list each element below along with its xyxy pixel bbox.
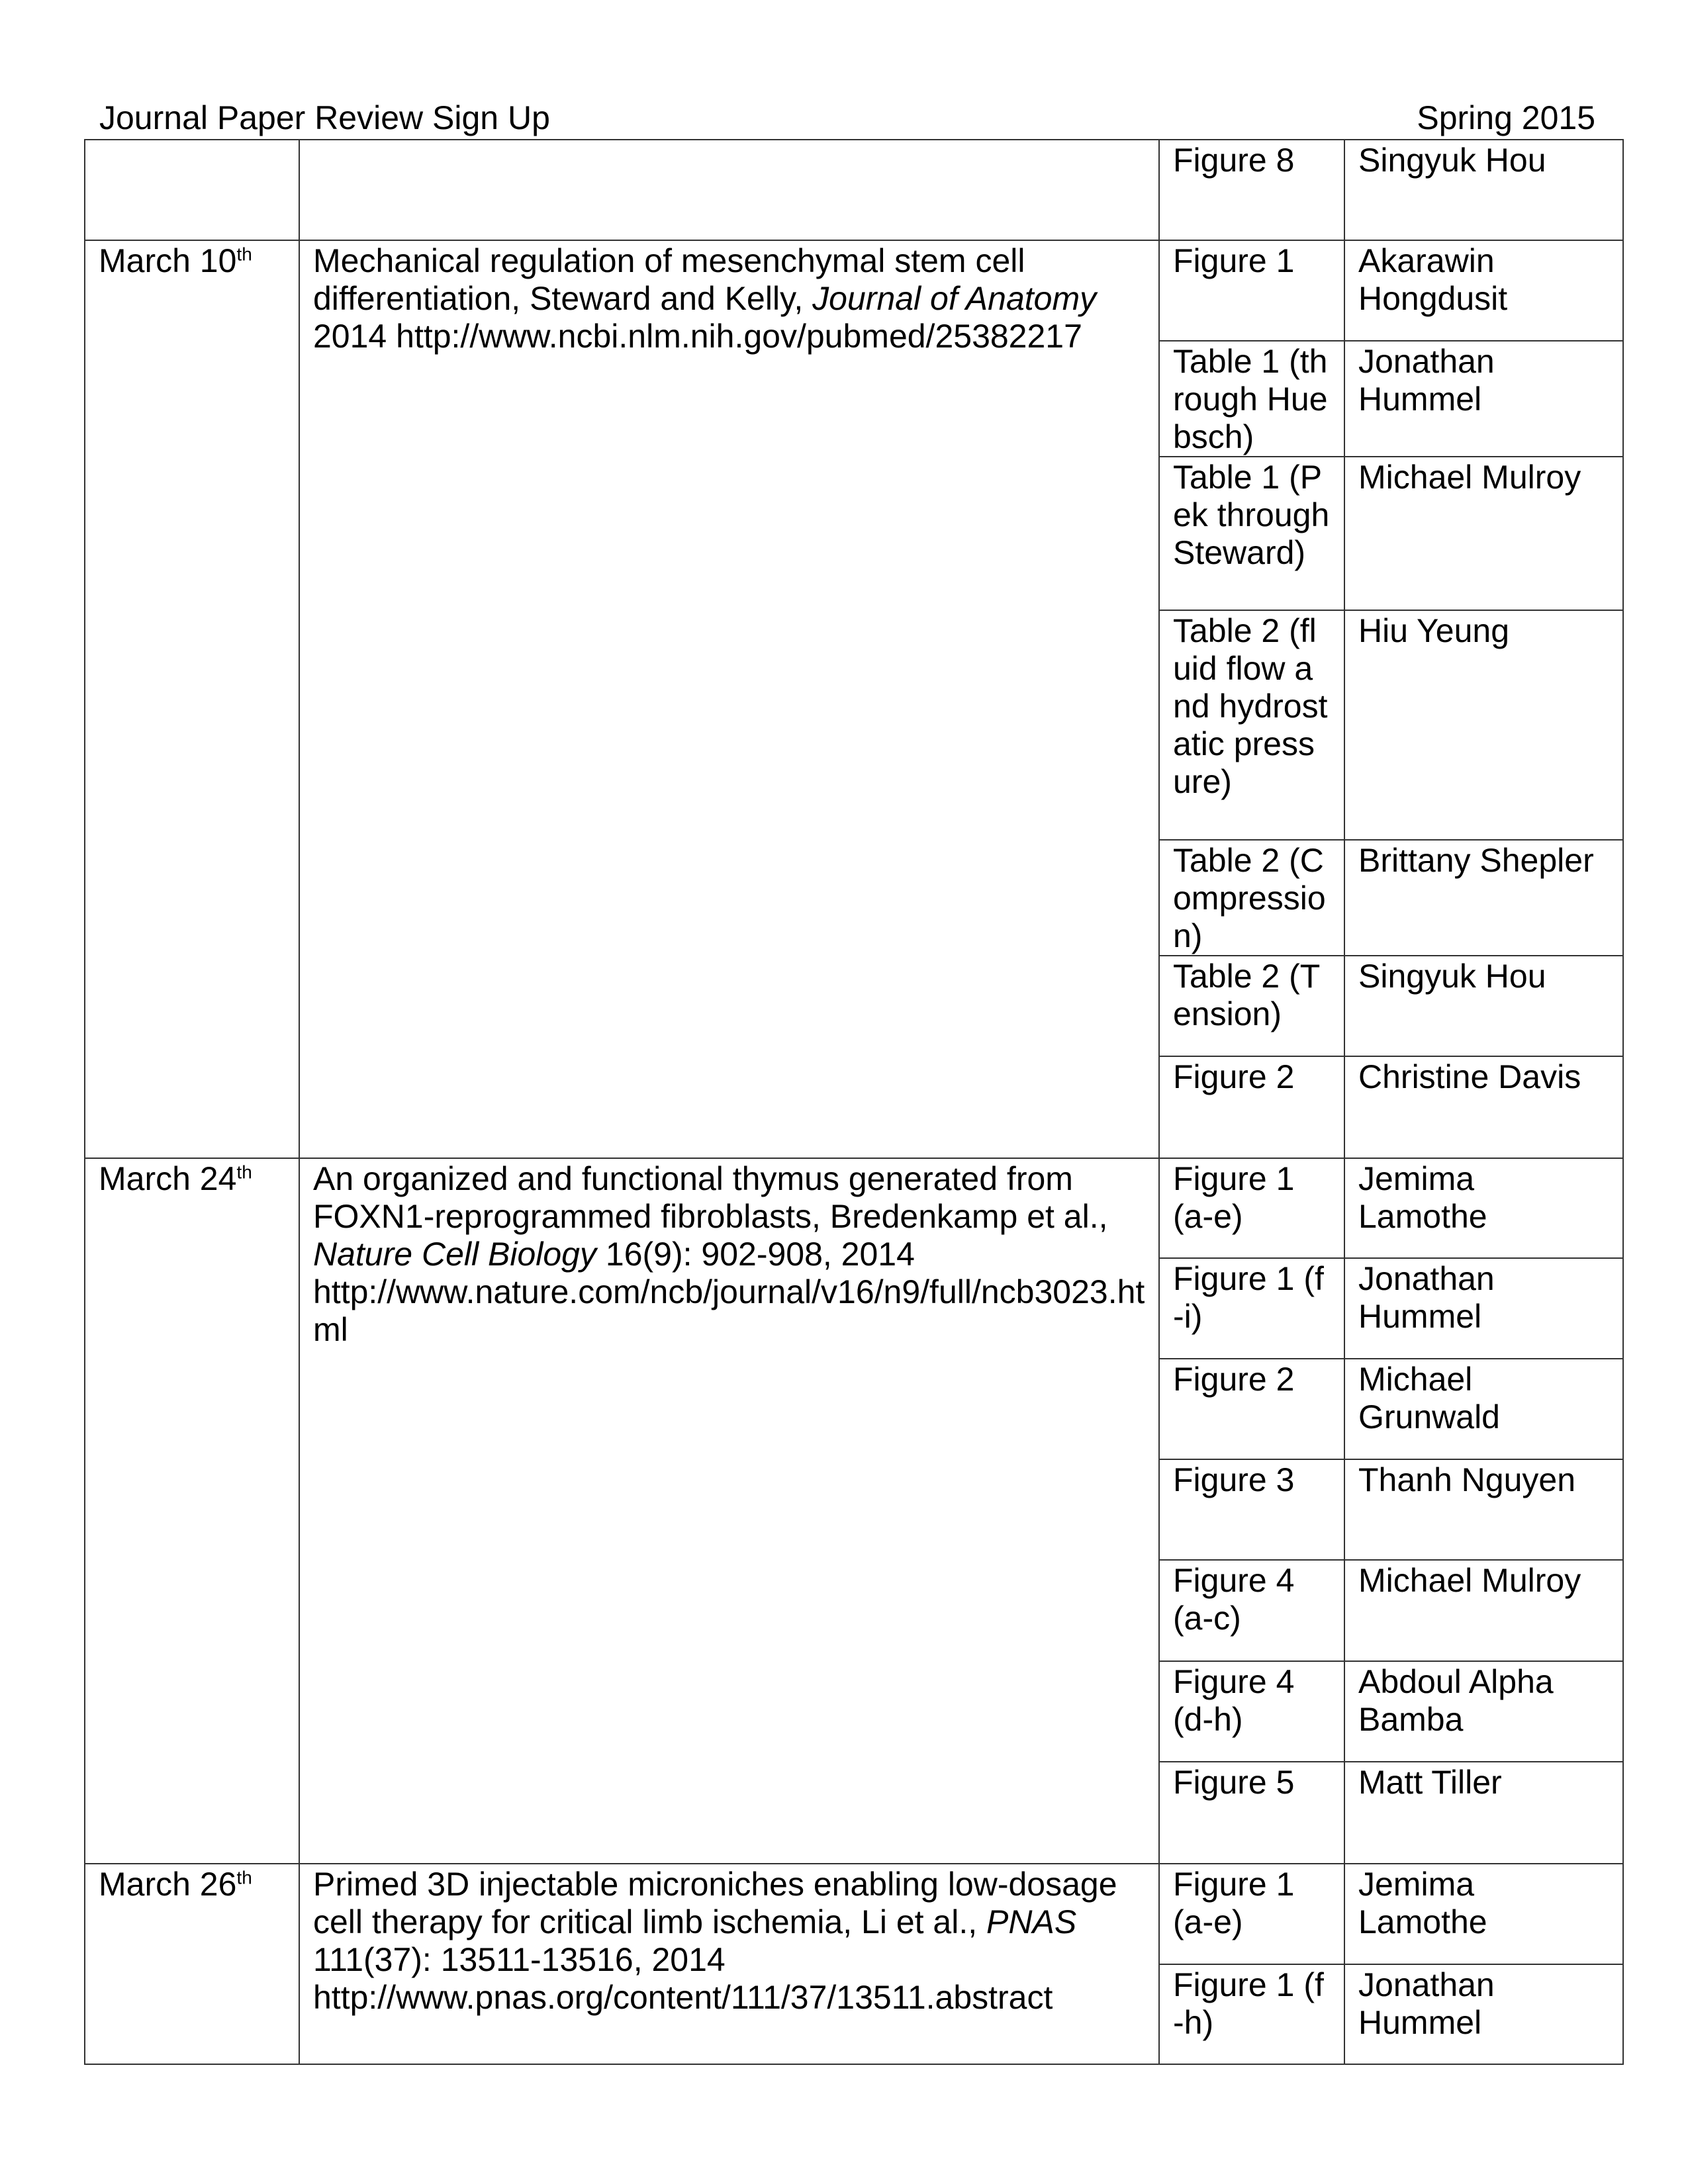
presenter-name: Singyuk Hou	[1344, 140, 1623, 240]
date-text: March 24	[99, 1160, 237, 1197]
presenter-name: Hiu Yeung	[1344, 610, 1623, 840]
presenter-name: Brittany Shepler	[1344, 840, 1623, 956]
citation-details: 2014	[313, 318, 387, 355]
presenter-name: Jemima Lamothe	[1344, 1158, 1623, 1258]
assignment-part: Table 2 (Tension)	[1159, 956, 1344, 1056]
citation-details: 16(9): 902-908, 2014	[605, 1236, 915, 1273]
paper-link[interactable]: http://www.nature.com/ncb/journal/v16/n9/full/ncb3023.html	[313, 1273, 1145, 1348]
assignment-part: Figure 4 (a-c)	[1159, 1560, 1344, 1661]
presenter-name: Jemima Lamothe	[1344, 1864, 1623, 1964]
presenter-name: Matt Tiller	[1344, 1762, 1623, 1864]
assignment-part: Figure 1 (a-e)	[1159, 1864, 1344, 1964]
table-row	[85, 1864, 1623, 1964]
presenter-name: Abdoul Alpha Bamba	[1344, 1661, 1623, 1762]
document-title: Journal Paper Review Sign Up	[99, 99, 550, 136]
signup-table-body	[85, 140, 1623, 2064]
assignment-part: Figure 2	[1159, 1056, 1344, 1158]
table-row	[85, 240, 1623, 341]
paper-citation	[299, 140, 1159, 240]
assignment-part: Table 2 (Compression)	[1159, 840, 1344, 956]
date-suffix: th	[236, 1867, 252, 1888]
presenter-name: Michael Mulroy	[1344, 457, 1623, 610]
journal-name: PNAS	[986, 1903, 1077, 1940]
journal-name: Journal of Anatomy	[812, 280, 1097, 317]
assignment-part: Table 1 (through Huebsch)	[1159, 341, 1344, 457]
assignment-part: Figure 3	[1159, 1459, 1344, 1560]
presenter-name: Thanh Nguyen	[1344, 1459, 1623, 1560]
paper-citation	[299, 1158, 1159, 1864]
date-text: March 10	[99, 242, 237, 279]
session-date	[85, 1158, 299, 1864]
table-row	[85, 1158, 1623, 1258]
paper-title: Mechanical regulation of mesenchymal stem cell differentiation, Steward and Kelly,	[313, 242, 1025, 317]
date-text: March 26	[99, 1866, 237, 1903]
paper-title: Primed 3D injectable microniches enabling low-dosage cell therapy for critical limb ischemia, Li et al.,	[313, 1866, 1117, 1940]
assignment-part: Figure 2	[1159, 1359, 1344, 1459]
assignment-part: Figure 1	[1159, 240, 1344, 341]
assignment-part: Figure 8	[1159, 140, 1344, 240]
presenter-name: Akarawin Hongdusit	[1344, 240, 1623, 341]
journal-name: Nature Cell Biology	[313, 1236, 596, 1273]
paper-citation	[299, 240, 1159, 1158]
signup-table	[84, 139, 1624, 2065]
date-suffix: th	[236, 244, 252, 265]
term-label: Spring 2015	[1417, 99, 1595, 136]
presenter-name: Jonathan Hummel	[1344, 1964, 1623, 2064]
presenter-name: Jonathan Hummel	[1344, 1258, 1623, 1359]
paper-citation	[299, 1864, 1159, 2064]
paper-link[interactable]: http://www.pnas.org/content/111/37/13511.abstract	[313, 1979, 1053, 2016]
presenter-name: Singyuk Hou	[1344, 956, 1623, 1056]
paper-title: An organized and functional thymus generated from FOXN1-reprogrammed fibroblasts, Bredenkamp et al.,	[313, 1160, 1108, 1235]
session-date	[85, 240, 299, 1158]
session-date	[85, 1864, 299, 2064]
table-row	[85, 140, 1623, 240]
presenter-name: Michael Grunwald	[1344, 1359, 1623, 1459]
presenter-name: Christine Davis	[1344, 1056, 1623, 1158]
assignment-part: Table 2 (fluid flow and hydrostatic pressure)	[1159, 610, 1344, 840]
presenter-name: Jonathan Hummel	[1344, 341, 1623, 457]
presenter-name: Michael Mulroy	[1344, 1560, 1623, 1661]
date-suffix: th	[236, 1161, 252, 1183]
assignment-part: Figure 1 (f-h)	[1159, 1964, 1344, 2064]
assignment-part: Figure 1 (f-i)	[1159, 1258, 1344, 1359]
assignment-part: Figure 4 (d-h)	[1159, 1661, 1344, 1762]
paper-link[interactable]: http://www.ncbi.nlm.nih.gov/pubmed/25382217	[396, 318, 1082, 355]
session-date	[85, 140, 299, 240]
citation-details: 111(37): 13511-13516, 2014	[313, 1941, 726, 1978]
assignment-part: Figure 1 (a-e)	[1159, 1158, 1344, 1258]
assignment-part: Figure 5	[1159, 1762, 1344, 1864]
assignment-part: Table 1 (Pek through Steward)	[1159, 457, 1344, 610]
